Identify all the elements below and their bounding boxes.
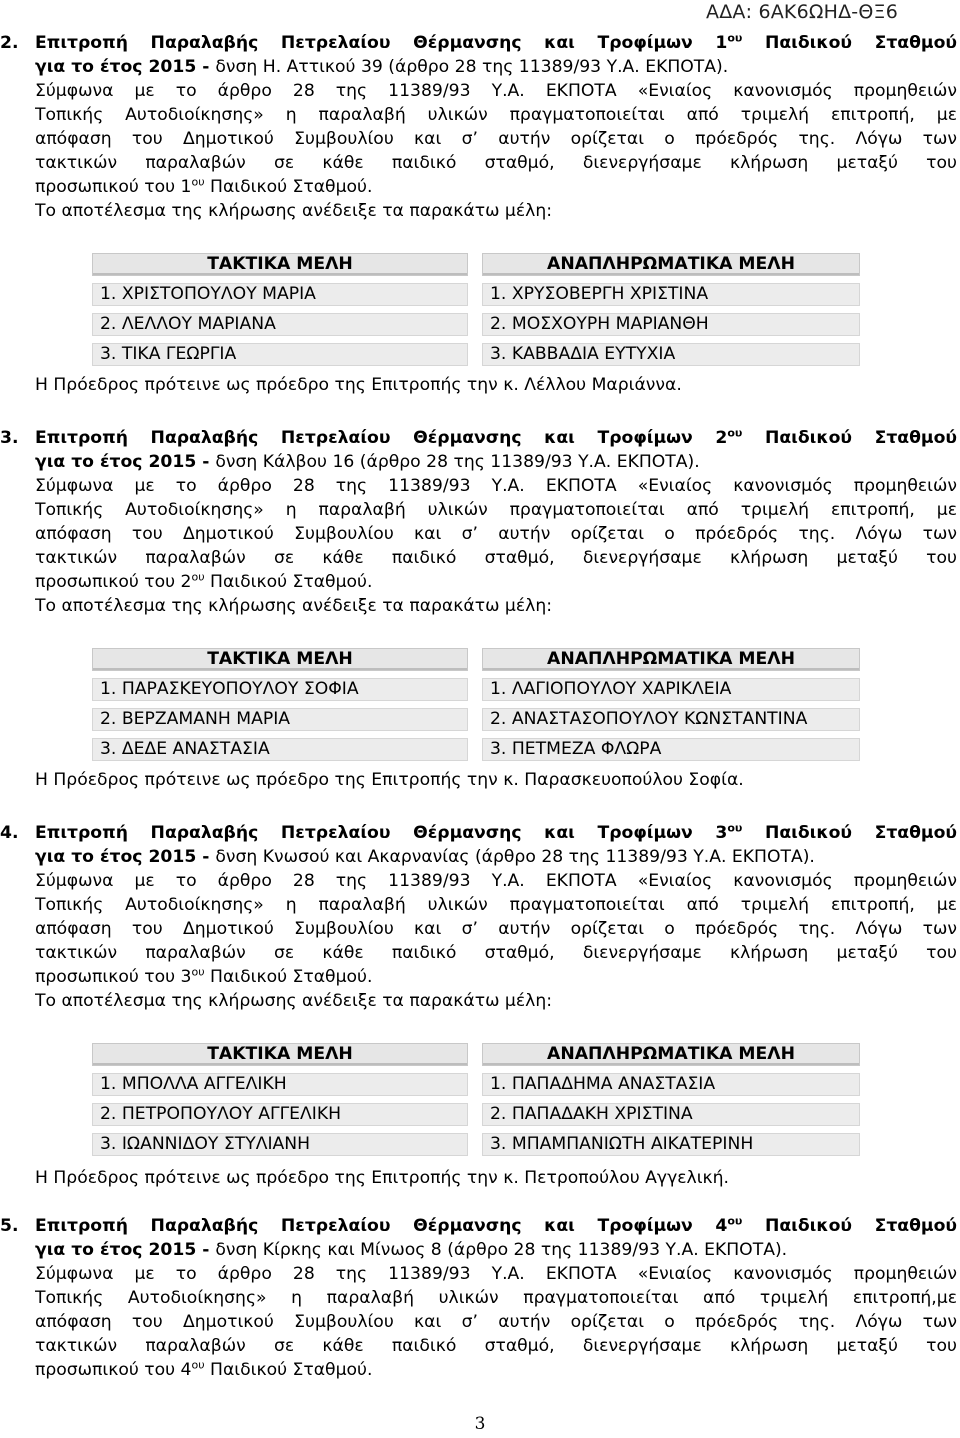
substitute-member: 1. ΛΑΓΙΟΠΟΥΛΟΥ ΧΑΡΙΚΛΕΙΑ bbox=[482, 678, 860, 701]
section-3-title: 3. Επιτροπή Παραλαβής Πετρελαίου Θέρμανσης και Τροφίμων $2^{o\upsilon}$ Παιδικού Σταθμού bbox=[0, 426, 957, 448]
section-5-line-7: προσωπικού του $4^{o\upsilon}$ Παιδικού Σταθμού. bbox=[35, 1358, 373, 1380]
table-row bbox=[92, 1133, 860, 1156]
section-4-number: 4. bbox=[0, 823, 19, 843]
header-regular-members: ΤΑΚΤΙΚΑ ΜΕΛΗ bbox=[92, 1043, 468, 1066]
substitute-member: 2. ΜΟΣΧΟΥΡΗ ΜΑΡΙΑΝΘΗ bbox=[482, 313, 860, 336]
header-substitute-members: ΑΝΑΠΛΗΡΩΜΑΤΙΚΑ ΜΕΛΗ bbox=[482, 1043, 860, 1066]
header-substitute-members: ΑΝΑΠΛΗΡΩΜΑΤΙΚΑ ΜΕΛΗ bbox=[482, 253, 860, 276]
section-5-line-6: τακτικών παραλαβών σε κάθε παιδικό σταθμό, διενεργήσαμε κλήρωση μεταξύ του bbox=[35, 1336, 957, 1356]
section-3-line-4: Τοπικής Αυτοδιοίκησης» η παραλαβή υλικών πραγματοποιείται από τριμελή επιτροπή, με bbox=[35, 500, 957, 520]
substitute-member: 1. ΠΑΠΑΔΗΜΑ ΑΝΑΣΤΑΣΙΑ bbox=[482, 1073, 860, 1096]
table-row bbox=[92, 738, 860, 761]
section-5-line-5: απόφαση του Δημοτικού Συμβουλίου και σ’ αυτήν ορίζεται ο πρόεδρός της. Λόγω των bbox=[35, 1312, 957, 1332]
section-4-proposal: Η Πρόεδρος πρότεινε ως πρόεδρο της Επιτροπής την κ. Πετροπούλου Αγγελική. bbox=[35, 1168, 730, 1188]
header-regular-members: ΤΑΚΤΙΚΑ ΜΕΛΗ bbox=[92, 648, 468, 671]
regular-member: 1. ΧΡΙΣΤΟΠΟΥΛΟΥ ΜΑΡΙΑ bbox=[92, 283, 468, 306]
section-4-line-6: τακτικών παραλαβών σε κάθε παιδικό σταθμό, διενεργήσαμε κλήρωση μεταξύ του bbox=[35, 943, 957, 963]
regular-member: 3. ΙΩΑΝΝΙΔΟΥ ΣΤΥΛΙΑΝΗ bbox=[92, 1133, 468, 1156]
section-3-line-8: Το αποτέλεσμα της κλήρωσης ανέδειξε τα παρακάτω μέλη: bbox=[35, 596, 553, 616]
regular-member: 3. ΤΙΚΑ ΓΕΩΡΓΙΑ bbox=[92, 343, 468, 366]
section-5-line-2: για το έτος 2015 - δνση Κίρκης και Μίνωος 8 (άρθρο 28 της 11389/93 Υ.Α. ΕΚΠΟΤΑ). bbox=[35, 1240, 788, 1260]
substitute-member: 2. ΠΑΠΑΔΑΚΗ ΧΡΙΣΤΙΝΑ bbox=[482, 1103, 860, 1126]
table-row bbox=[92, 678, 860, 701]
section-3-line-6: τακτικών παραλαβών σε κάθε παιδικό σταθμό, διενεργήσαμε κλήρωση μεταξύ του bbox=[35, 548, 957, 568]
section-5-title: 5. Επιτροπή Παραλαβής Πετρελαίου Θέρμανσης και Τροφίμων $4^{o\upsilon}$ Παιδικού Σταθμού bbox=[0, 1214, 957, 1236]
section-3-proposal: Η Πρόεδρος πρότεινε ως πρόεδρο της Επιτροπής την κ. Παρασκευοπούλου Σοφία. bbox=[35, 770, 744, 790]
section-5-line-3: Σύμφωνα με το άρθρο 28 της 11389/93 Υ.Α. ΕΚΠΟΤΑ «Ενιαίος κανονισμός προμηθειών bbox=[35, 1264, 957, 1284]
section-2-line-7: προσωπικού του $1^{o\upsilon}$ Παιδικού Σταθμού. bbox=[35, 175, 373, 197]
section-2-line-8: Το αποτέλεσμα της κλήρωσης ανέδειξε τα παρακάτω μέλη: bbox=[35, 201, 553, 221]
table-row bbox=[92, 283, 860, 306]
section-3-line-5: απόφαση του Δημοτικού Συμβουλίου και σ’ αυτήν ορίζεται ο πρόεδρός της. Λόγω των bbox=[35, 524, 957, 544]
section-4-line-4: Τοπικής Αυτοδιοίκησης» η παραλαβή υλικών πραγματοποιείται από τριμελή επιτροπή, με bbox=[35, 895, 957, 915]
substitute-member: 2. ΑΝΑΣΤΑΣΟΠΟΥΛΟΥ ΚΩΝΣΤΑΝΤΙΝΑ bbox=[482, 708, 860, 731]
section-2-number: 2. bbox=[0, 33, 19, 53]
section-2-line-6: τακτικών παραλαβών σε κάθε παιδικό σταθμό, διενεργήσαμε κλήρωση μεταξύ του bbox=[35, 153, 957, 173]
section-2-line-2: για το έτος 2015 - δνση Η. Αττικού 39 (άρθρο 28 της 11389/93 Υ.Α. ΕΚΠΟΤΑ). bbox=[35, 57, 729, 77]
table-header-row bbox=[92, 648, 860, 671]
header-regular-members: ΤΑΚΤΙΚΑ ΜΕΛΗ bbox=[92, 253, 468, 276]
section-3-line-2: για το έτος 2015 - δνση Κάλβου 16 (άρθρο 28 της 11389/93 Υ.Α. ΕΚΠΟΤΑ). bbox=[35, 452, 700, 472]
substitute-member: 3. ΜΠΑΜΠΑΝΙΩΤΗ ΑΙΚΑΤΕΡΙΝΗ bbox=[482, 1133, 860, 1156]
section-2-line-4: Τοπικής Αυτοδιοίκησης» η παραλαβή υλικών πραγματοποιείται από τριμελή επιτροπή, με bbox=[35, 105, 957, 125]
regular-member: 1. ΠΑΡΑΣΚΕΥΟΠΟΥΛΟΥ ΣΟΦΙΑ bbox=[92, 678, 468, 701]
regular-member: 2. ΒΕΡΖΑΜΑΝΗ ΜΑΡΙΑ bbox=[92, 708, 468, 731]
table-row bbox=[92, 1073, 860, 1096]
section-4-line-2: για το έτος 2015 - δνση Κνωσού και Ακαρνανίας (άρθρο 28 της 11389/93 Υ.Α. ΕΚΠΟΤΑ). bbox=[35, 847, 815, 867]
section-4-title: 4. Επιτροπή Παραλαβής Πετρελαίου Θέρμανσης και Τροφίμων $3^{o\upsilon}$ Παιδικού Σταθμού bbox=[0, 821, 957, 843]
page-number: 3 bbox=[474, 1414, 486, 1434]
section-4-line-8: Το αποτέλεσμα της κλήρωσης ανέδειξε τα παρακάτω μέλη: bbox=[35, 991, 553, 1011]
section-4-line-5: απόφαση του Δημοτικού Συμβουλίου και σ’ αυτήν ορίζεται ο πρόεδρός της. Λόγω των bbox=[35, 919, 957, 939]
ada-code: ΑΔΑ: 6ΑΚ6ΩΗΔ-ΘΞ6 bbox=[706, 1, 898, 23]
section-5-line-4: Τοπικής Αυτοδιοίκησης» η παραλαβή υλικών πραγματοποιείται από τριμελή επιτροπή,με bbox=[35, 1288, 957, 1308]
table-row bbox=[92, 313, 860, 336]
substitute-member: 3. ΚΑΒΒΑΔΙΑ ΕΥΤΥΧΙΑ bbox=[482, 343, 860, 366]
table-row bbox=[92, 343, 860, 366]
regular-member: 2. ΠΕΤΡΟΠΟΥΛΟΥ ΑΓΓΕΛΙΚΗ bbox=[92, 1103, 468, 1126]
section-4-line-7: προσωπικού του $3^{o\upsilon}$ Παιδικού Σταθμού. bbox=[35, 965, 373, 987]
table-header-row bbox=[92, 1043, 860, 1066]
regular-member: 2. ΛΕΛΛΟΥ ΜΑΡΙΑΝΑ bbox=[92, 313, 468, 336]
section-2-line-5: απόφαση του Δημοτικού Συμβουλίου και σ’ αυτήν ορίζεται ο πρόεδρός της. Λόγω των bbox=[35, 129, 957, 149]
section-5-number: 5. bbox=[0, 1216, 19, 1236]
regular-member: 3. ΔΕΔΕ ΑΝΑΣΤΑΣΙΑ bbox=[92, 738, 468, 761]
section-2-line-3: Σύμφωνα με το άρθρο 28 της 11389/93 Υ.Α. ΕΚΠΟΤΑ «Ενιαίος κανονισμός προμηθειών bbox=[35, 81, 957, 101]
table-row bbox=[92, 708, 860, 731]
table-header-row bbox=[92, 253, 860, 276]
section-4-line-3: Σύμφωνα με το άρθρο 28 της 11389/93 Υ.Α. ΕΚΠΟΤΑ «Ενιαίος κανονισμός προμηθειών bbox=[35, 871, 957, 891]
substitute-member: 3. ΠΕΤΜΕΖΑ ΦΛΩΡΑ bbox=[482, 738, 860, 761]
section-2-title: 2. Επιτροπή Παραλαβής Πετρελαίου Θέρμανσης και Τροφίμων $1^{o\upsilon}$ Παιδικού Σταθμού bbox=[0, 31, 957, 53]
regular-member: 1. ΜΠΟΛΛΑ ΑΓΓΕΛΙΚΗ bbox=[92, 1073, 468, 1096]
section-2-proposal: Η Πρόεδρος πρότεινε ως πρόεδρο της Επιτροπής την κ. Λέλλου Μαριάννα. bbox=[35, 375, 682, 395]
section-3-number: 3. bbox=[0, 428, 19, 448]
table-row bbox=[92, 1103, 860, 1126]
section-3-line-7: προσωπικού του $2^{o\upsilon}$ Παιδικού Σταθμού. bbox=[35, 570, 373, 592]
substitute-member: 1. ΧΡΥΣΟΒΕΡΓΗ ΧΡΙΣΤΙΝΑ bbox=[482, 283, 860, 306]
header-substitute-members: ΑΝΑΠΛΗΡΩΜΑΤΙΚΑ ΜΕΛΗ bbox=[482, 648, 860, 671]
section-3-line-3: Σύμφωνα με το άρθρο 28 της 11389/93 Υ.Α. ΕΚΠΟΤΑ «Ενιαίος κανονισμός προμηθειών bbox=[35, 476, 957, 496]
